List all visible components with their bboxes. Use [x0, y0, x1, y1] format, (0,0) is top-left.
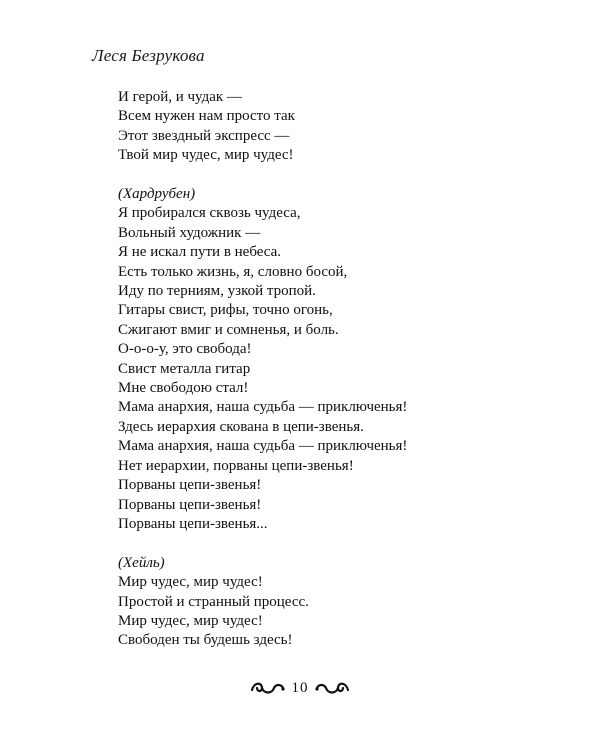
- poem-line: Порваны цепи-звенья...: [118, 515, 268, 532]
- poem-line: Я пробирался сквозь чудеса,: [118, 205, 301, 222]
- poem-line: Иду по терниям, узкой тропой.: [118, 283, 316, 300]
- poem-line: Гитары свист, рифы, точно огонь,: [118, 302, 333, 319]
- poem-line: Мама анархия, наша судьба — приключенья!: [118, 399, 408, 416]
- poem-line: Мама анархия, наша судьба — приключенья!: [118, 438, 408, 455]
- speaker-label: (Хейль): [118, 554, 165, 571]
- stanza-gap: [118, 166, 558, 185]
- poem-line: Мне свободою стал!: [118, 380, 249, 397]
- poem-line: Нет иерархии, порваны цепи-звенья!: [118, 457, 354, 474]
- poem-line: Этот звездный экспресс —: [118, 127, 290, 144]
- swirl-ornament-icon: [314, 676, 350, 698]
- poem-line: Всем нужен нам просто так: [118, 108, 295, 125]
- page-number: 10: [291, 680, 309, 696]
- poem-line: Есть только жизнь, я, словно босой,: [118, 263, 348, 280]
- poem-line: Сжигают вмиг и сомненья, и боль.: [118, 321, 339, 338]
- poem-line: Мир чудес, мир чудес!: [118, 612, 263, 629]
- poem-line: Свободен ты будешь здесь!: [118, 632, 293, 649]
- poem-line: Здесь иерархия скована в цепи-звенья.: [118, 418, 364, 435]
- speaker-label: (Хардрубен): [118, 186, 196, 203]
- poem-line: Мир чудес, мир чудес!: [118, 574, 263, 591]
- poem-line: Твой мир чудес, мир чудес!: [118, 147, 294, 164]
- poem-line: Порваны цепи-звенья!: [118, 477, 262, 494]
- running-header-author: Леся Безрукова: [92, 46, 205, 65]
- poem-line: О-о-о-у, это свобода!: [118, 341, 252, 358]
- poem-line: Порваны цепи-звенья!: [118, 496, 262, 513]
- poem-line: Я не искал пути в небеса.: [118, 244, 282, 261]
- stanza-gap: [118, 534, 558, 553]
- swirl-ornament-icon: [250, 676, 286, 698]
- poem-text: [118, 88, 558, 651]
- poem-line: И герой, и чудак —: [118, 89, 242, 105]
- poem-line: Свист металла гитар: [118, 360, 251, 377]
- poem-line: Простой и странный процесс.: [118, 593, 309, 610]
- poem-line: Вольный художник —: [118, 224, 261, 241]
- page-footer: [0, 676, 600, 706]
